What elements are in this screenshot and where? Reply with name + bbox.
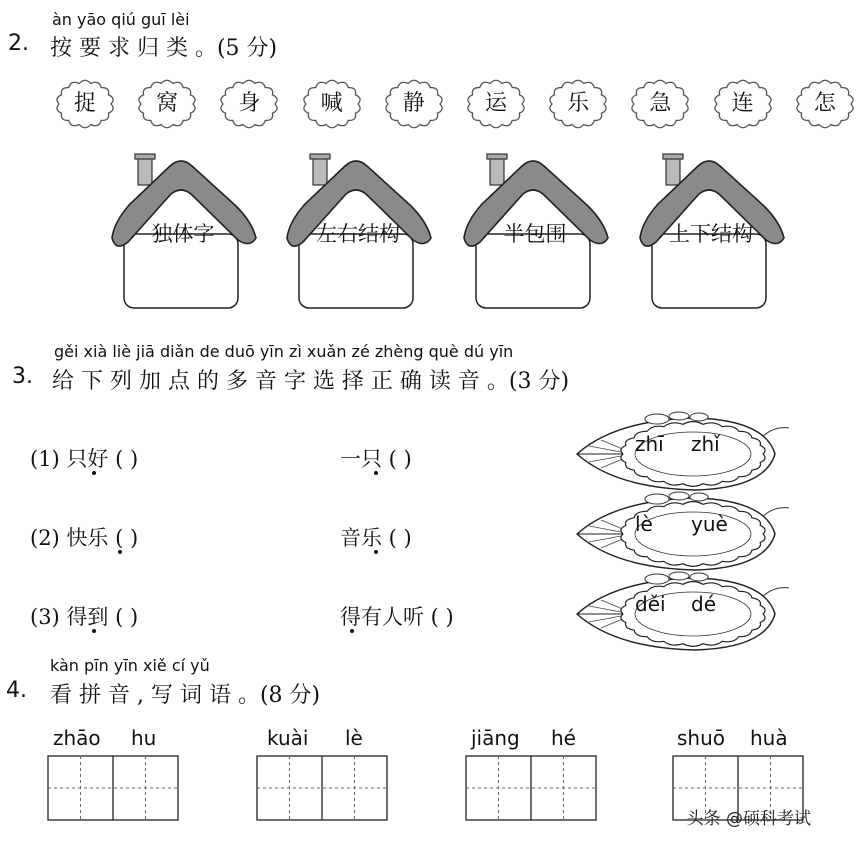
tianzige-grid[interactable] xyxy=(256,755,388,821)
watermark: 头条 @硕科考试 xyxy=(686,809,811,829)
char-flower[interactable] xyxy=(132,76,202,132)
q3-row1-left[interactable]: (1) 只好 ( ) xyxy=(30,447,139,471)
q3-pinyin: gěi xià liè jiā diǎn de duō yīn zì xuǎn zé zhèng què dú yīn xyxy=(54,342,514,361)
pinyin-option[interactable]: zhǐ xyxy=(691,432,720,456)
q2-number: 2. xyxy=(8,31,29,56)
q3-row3-left[interactable]: (3) 得到 ( ) xyxy=(30,605,139,629)
word-pinyin: hé xyxy=(551,726,576,750)
pinyin-option[interactable]: zhī xyxy=(635,432,664,456)
char-text: 静 xyxy=(402,91,425,116)
word-pinyin: kuài xyxy=(267,726,309,750)
q3-row3-right[interactable]: 得有人听 ( ) xyxy=(340,605,454,629)
q4-pinyin: kàn pīn yīn xiě cí yǔ xyxy=(50,656,210,675)
q3-title: 给 下 列 加 点 的 多 音 字 选 择 正 确 读 音 。(3 分) xyxy=(52,369,570,394)
char-flower[interactable] xyxy=(461,76,531,132)
q2-title: 按 要 求 归 类 。(5 分) xyxy=(50,36,278,61)
char-flower[interactable] xyxy=(214,76,284,132)
word-pinyin: zhāo xyxy=(53,726,101,750)
word-pinyin: hu xyxy=(131,726,157,750)
tianzige-grid[interactable] xyxy=(47,755,179,821)
char-text: 运 xyxy=(484,91,507,116)
char-flower[interactable] xyxy=(50,76,120,132)
char-text: 乐 xyxy=(567,91,590,116)
word-pinyin: jiāng xyxy=(471,726,520,750)
pinyin-option[interactable]: dé xyxy=(691,592,716,616)
char-flower[interactable] xyxy=(297,76,367,132)
pinyin-option[interactable]: yuè xyxy=(691,512,728,536)
tianzige-grid[interactable] xyxy=(465,755,597,821)
word-pinyin: lè xyxy=(345,726,363,750)
char-text: 窝 xyxy=(156,91,179,116)
char-text: 捉 xyxy=(73,91,96,116)
char-text: 急 xyxy=(649,91,672,116)
house-label: 左右结构 xyxy=(316,222,400,246)
emphasis-dot xyxy=(118,550,122,554)
q3-row2-right[interactable]: 音乐 ( ) xyxy=(340,526,412,550)
pinyin-option[interactable]: lè xyxy=(635,512,653,536)
q2-pinyin: àn yāo qiú guī lèi xyxy=(52,10,190,29)
pinyin-leaf xyxy=(575,410,790,490)
emphasis-dot xyxy=(92,471,96,475)
pinyin-leaf xyxy=(575,570,790,650)
category-house[interactable] xyxy=(460,152,630,312)
pinyin-leaf xyxy=(575,490,790,570)
word-pinyin: huà xyxy=(750,726,788,750)
q3-row1-right[interactable]: 一只 ( ) xyxy=(340,447,412,471)
char-text: 连 xyxy=(731,91,754,116)
house-label: 半包围 xyxy=(503,222,567,246)
emphasis-dot xyxy=(374,471,378,475)
emphasis-dot xyxy=(374,550,378,554)
char-text: 喊 xyxy=(320,91,343,116)
char-flower[interactable] xyxy=(379,76,449,132)
char-flower[interactable] xyxy=(543,76,613,132)
q4-title: 看 拼 音 , 写 词 语 。(8 分) xyxy=(50,683,321,708)
q3-number: 3. xyxy=(12,364,33,389)
q3-row2-left[interactable]: (2) 快乐 ( ) xyxy=(30,526,139,550)
char-text: 怎 xyxy=(813,91,836,116)
char-flower[interactable] xyxy=(790,76,860,132)
house-label: 上下结构 xyxy=(669,222,753,246)
char-flower[interactable] xyxy=(708,76,778,132)
house-label: 独体字 xyxy=(151,222,215,246)
char-text: 身 xyxy=(238,91,261,116)
category-house[interactable] xyxy=(283,152,453,312)
emphasis-dot xyxy=(92,629,96,633)
category-house[interactable] xyxy=(108,152,278,312)
emphasis-dot xyxy=(350,629,354,633)
word-pinyin: shuō xyxy=(677,726,726,750)
category-house[interactable] xyxy=(636,152,806,312)
pinyin-option[interactable]: děi xyxy=(635,592,666,616)
q4-number: 4. xyxy=(6,678,27,703)
char-flower[interactable] xyxy=(625,76,695,132)
